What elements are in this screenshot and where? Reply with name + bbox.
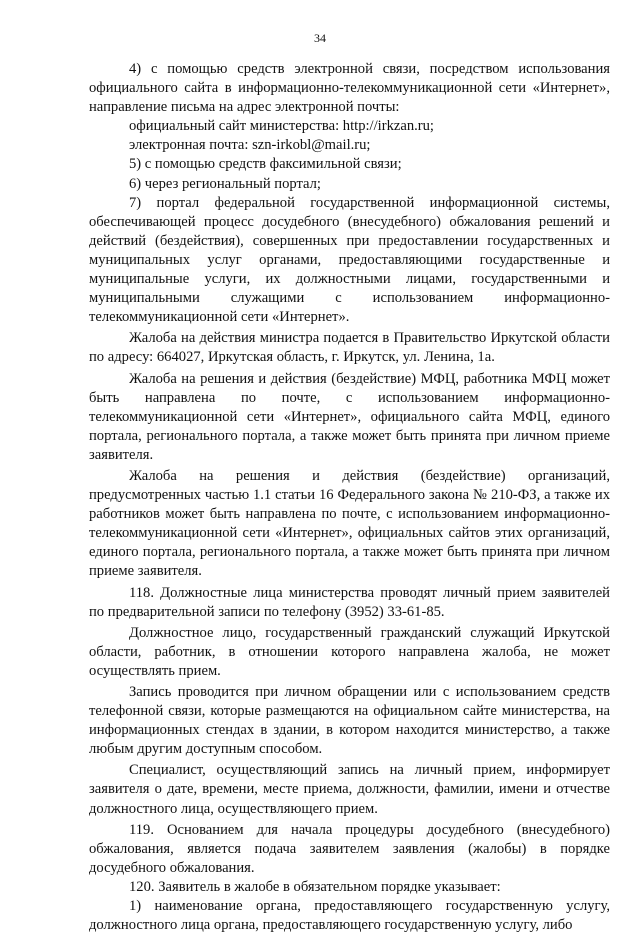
paragraph-ministry-site: официальный сайт министерства: http://irkzan.ru; xyxy=(129,118,434,135)
paragraph-appointment: Запись проводится при личном обращении или с использованием средств телефонной связи, которые размещаются на официальном сайте министерства, на информационных стендах в здании, в котором находится министерство, а также любым другим доступным способом. xyxy=(89,684,610,758)
paragraph-item-4: 4) с помощью средств электронной связи, посредством использования официального сайта в информационно-телекоммуникационной сети «Интернет», направление письма на адрес электронной почты: xyxy=(89,61,610,116)
document-body xyxy=(89,60,610,935)
paragraph-complaint-minister: Жалоба на действия министра подается в Правительство Иркутской области по адресу: 664027, Иркутская область, г. Иркутск, ул. Ленина, 1а. xyxy=(89,330,610,366)
paragraph-item-5: 5) с помощью средств факсимильной связи; xyxy=(129,156,402,173)
paragraph-118: 118. Должностные лица министерства проводят личный прием заявителей по предварительной записи по телефону (3952) 33-61-85. xyxy=(89,584,610,620)
paragraph-120-item-1: 1) наименование органа, предоставляющего государственную услугу, должностного лица органа, предоставляющего государственную услугу, либо xyxy=(89,898,610,934)
paragraph-specialist: Специалист, осуществляющий запись на личный прием, информирует заявителя о дате, времени, месте приема, должности, фамилии, имени и отчестве должностного лица, осуществляющего прием. xyxy=(89,762,610,817)
paragraph-119: 119. Основанием для начала процедуры досудебного (внесудебного) обжалования, является подача заявителем заявления (жалобы) в порядке досудебного обжалования. xyxy=(89,821,610,876)
paragraph-official-restriction: Должностное лицо, государственный гражданский служащий Иркутской области, работник, в отношении которого направлена жалоба, не может осуществлять прием. xyxy=(89,624,610,679)
paragraph-120: 120. Заявитель в жалобе в обязательном порядке указывает: xyxy=(129,878,501,895)
page-number: 34 xyxy=(314,31,326,45)
paragraph-item-7: 7) портал федеральной государственной информационной системы, обеспечивающей процесс досудебного (внесудебного) обжалования решений и действий (бездействия), совершенных при предоставлении государственных и муниципальных услуг органами, предоставляющими государственные и муниципальные услуги, их должностными лицами, государственными и муниципальными служащими с использованием информационно-телекоммуникационной сети «Интернет». xyxy=(89,194,610,326)
paragraph-complaint-mfc: Жалоба на решения и действия (бездействие) МФЦ, работника МФЦ может быть направлена по почте, с использованием информационно-телекоммуникационной сети «Интернет», официального сайта МФЦ, единого портала, регионального портала, а также может быть принята при личном приеме заявителя. xyxy=(89,370,610,463)
paragraph-complaint-organizations: Жалоба на решения и действия (бездействие) организаций, предусмотренных частью 1.1 статьи 16 Федерального закона № 210-ФЗ, а также их работников может быть направлена по почте, с использованием информационно-телекоммуникационной сети «Интернет», официальных сайтов этих организаций, единого портала, регионального портала, а также может быть принята при личном приеме заявителя. xyxy=(89,467,610,580)
paragraph-item-6: 6) через региональный портал; xyxy=(129,175,321,192)
paragraph-ministry-email: электронная почта: szn-irkobl@mail.ru; xyxy=(129,137,371,154)
